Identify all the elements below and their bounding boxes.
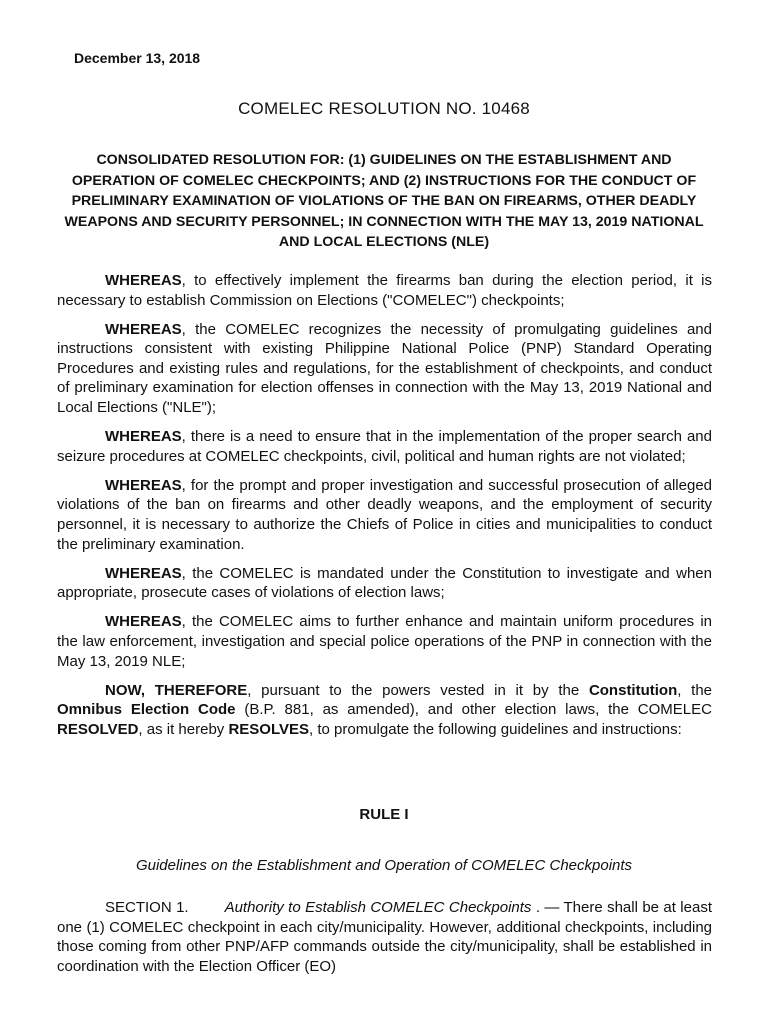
whereas-clause-3	[57, 427, 712, 466]
whereas-text: , there is a need to ensure that in the implementation of the proper search and seizure procedures at COMELEC checkpoints, civil, political and human rights are not violated;	[57, 428, 712, 465]
whereas-label: WHEREAS	[105, 320, 182, 338]
preamble	[57, 271, 712, 749]
resolved-label: RESOLVED	[57, 720, 139, 738]
whereas-text: , for the prompt and proper investigation and successful prosecution of alleged violations of the ban on firearms and other deadly weapons, and the employment of security personnel, it is necessary to authorize the Chiefs of Police in cities and municipalities to conduct the preliminary examination.	[57, 476, 712, 553]
omnibus-label: Omnibus Election Code	[57, 701, 236, 719]
whereas-clause-1	[57, 271, 712, 310]
whereas-label: WHEREAS	[105, 428, 182, 446]
resolution-clause	[57, 681, 712, 740]
whereas-text: , the COMELEC is mandated under the Constitution to investigate and when appropriate, prosecute cases of violations of election laws;	[57, 564, 712, 602]
constitution-label: Constitution	[588, 681, 678, 699]
whereas-clause-4	[57, 476, 712, 554]
whereas-label: WHEREAS	[105, 272, 182, 289]
section-1-label: SECTION 1.	[105, 899, 189, 916]
now-therefore-label: NOW, THEREFORE	[105, 681, 248, 699]
rule-subtitle: Guidelines on the Establishment and Operation of COMELEC Checkpoints	[135, 857, 633, 874]
whereas-text: , the COMELEC aims to further enhance and maintain uniform procedures in the law enforcement, investigation and special police operations of the PNP in connection with the May 13, 2019 NLE;	[57, 613, 712, 670]
whereas-text: , the COMELEC recognizes the necessity of promulgating guidelines and instructions consistent with existing Philippine National Police (PNP) Standard Operating Procedures and existing rules and regulations, for the establishment of checkpoints, and conduct of preliminary examination for election offenses in connection with the May 13, 2019 National and Local Elections ("NLE");	[57, 320, 712, 417]
resolution-text-2: , the	[677, 681, 713, 699]
section-1-paragraph	[57, 898, 712, 976]
resolution-text-1: , pursuant to the powers vested in it by the	[247, 681, 589, 699]
whereas-label: WHEREAS	[105, 613, 182, 631]
resolution-date: December 13, 2018	[74, 50, 201, 66]
resolution-title: COMELEC RESOLUTION NO. 10468	[238, 99, 530, 118]
rule-title: RULE I	[359, 806, 409, 823]
whereas-clause-2	[57, 320, 712, 418]
whereas-text: , to effectively implement the firearms ban during the election period, it is necessary to establish Commission on Elections ("COMELEC") checkpoints;	[57, 272, 712, 309]
whereas-label: WHEREAS	[105, 476, 182, 494]
resolution-text-5: , to promulgate the following guidelines and instructions:	[309, 720, 682, 738]
section-1-heading: Authority to Establish COMELEC Checkpoints	[224, 899, 532, 916]
resolution-text-4: , as it hereby	[138, 720, 229, 738]
whereas-label: WHEREAS	[105, 564, 182, 582]
resolves-label: RESOLVES	[228, 720, 310, 738]
section-1	[57, 898, 712, 976]
resolution-heading: CONSOLIDATED RESOLUTION FOR: (1) GUIDELINES ON THE ESTABLISHMENT AND OPERATION OF COMELEC CHECKPOINTS; AND (2) INSTRUCTIONS FOR THE CONDUCT OF PRELIMINARY EXAMINATION OF VIOLATIONS OF THE BAN ON FIREARMS, OTHER DEADLY WEAPONS AND SECURITY PERSONNEL; IN CONNECTION WITH THE MAY 13, 2019 NATIONAL AND LOCAL ELECTIONS (NLE)	[64, 152, 704, 250]
resolution-text-3: (B.P. 881, as amended), and other election laws, the COMELEC	[235, 701, 712, 719]
section-1-text: . — There shall be at least one (1) COMELEC checkpoint in each city/municipality. However, additional checkpoints, including those coming from other PNP/AFP commands outside the city/municipality, shall be established in coordination with the Election Officer (EO)	[57, 899, 712, 975]
whereas-clause-5	[57, 564, 712, 603]
whereas-clause-6	[57, 612, 712, 671]
